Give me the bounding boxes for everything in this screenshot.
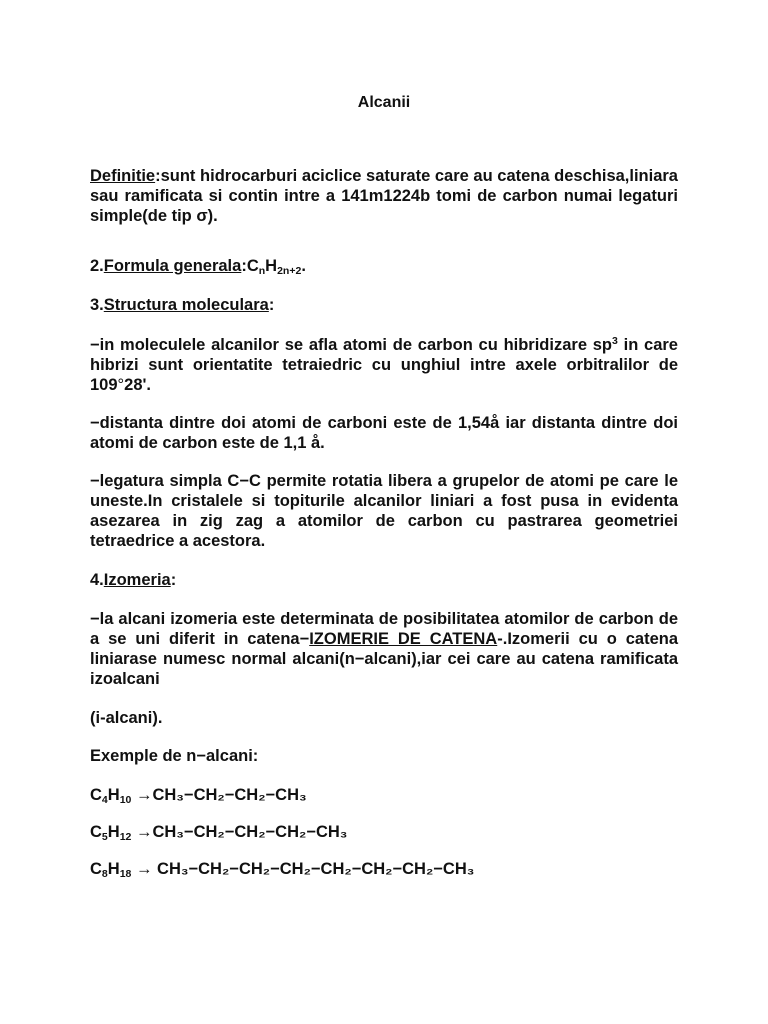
definition-text: :sunt hidrocarburi aciclice saturate care au catena deschisa,liniara sau ramificata si contin intre a 141m1224b tomi de carbon numai legaturi simple(de tip σ). [90,167,678,225]
definition-label: Definitie [90,167,156,185]
general-formula-heading: 2.Formula $generala:C_nH_{2n+2}$. [90,257,306,277]
page-title: Alcanii [357,94,411,111]
example-formula: $C_4H_{10} \to CH_3-CH_2-CH_2-CH_3$ [90,786,307,806]
document-body [90,166,678,879]
structural-formula: CH₃−CH₂−CH₂−CH₂−CH₃ [152,823,348,841]
structure-heading: 3.Structura moleculara: [90,296,275,314]
example-formula: $C_5H_{12} \to CH_3-CH_2-CH_2-CH_2-CH_3$ [90,823,348,843]
isomerism-heading: 4.Izomeria: [90,571,177,589]
examples-list [90,785,678,879]
structural-formula: CH₃−CH₂−CH₂−CH₂−CH₂−CH₂−CH₂−CH₃ [157,860,475,878]
structural-formula: CH₃−CH₂−CH₂−CH₃ [152,786,307,804]
chain-isomerism-term: IZOMERIE DE CATENA [309,630,498,648]
general-formula-label: Formula generala [103,257,242,275]
distance-paragraph: −distanta dintre doi atomi de carboni este de 1,54å iar distanta dintre doi atomi de carbon este de 1,1 å. [90,414,678,452]
i-alkanes-line: (i-alcani). [90,709,163,727]
rotation-paragraph: −legatura simpla C−C permite rotatia libera a grupelor de atomi pe care le uneste.In cristalele si topiturile alcanilor liniari a fost pusa in evidenta asezarea in zig zag a atomilor de carbon cu pastrarea geometriei tetraedrice a acestora. [90,472,678,550]
isomerism-paragraph: −la alcani izomeria este determinata de posibilitatea atomilor de carbon de a se uni diferit in catena−IZOMERIE DE CATENA-.Izomerii cu o catena liniarase numesc normal alcani(n−alcani),iar cei care au catena ramificata izoalcani [90,610,678,688]
example-formula: $C_8H_{18} \to CH_3-CH_2-CH_2-CH_2-CH_2-CH_2-CH_2-CH_3$ [90,860,475,880]
isomerism-label: Izomeria [103,571,171,589]
structure-label: Structura moleculara [103,296,269,314]
definition-paragraph [90,166,678,226]
examples-label: Exemple de n−alcani: [90,747,259,765]
hybridization-paragraph: −in moleculele alcanilor se afla atomi de carbon cu hibridizare $sp^3$ in care hibrizi sunt orientatite tetraiedric cu unghiul intre axele orbitralilor de 109°28'. [90,335,678,394]
